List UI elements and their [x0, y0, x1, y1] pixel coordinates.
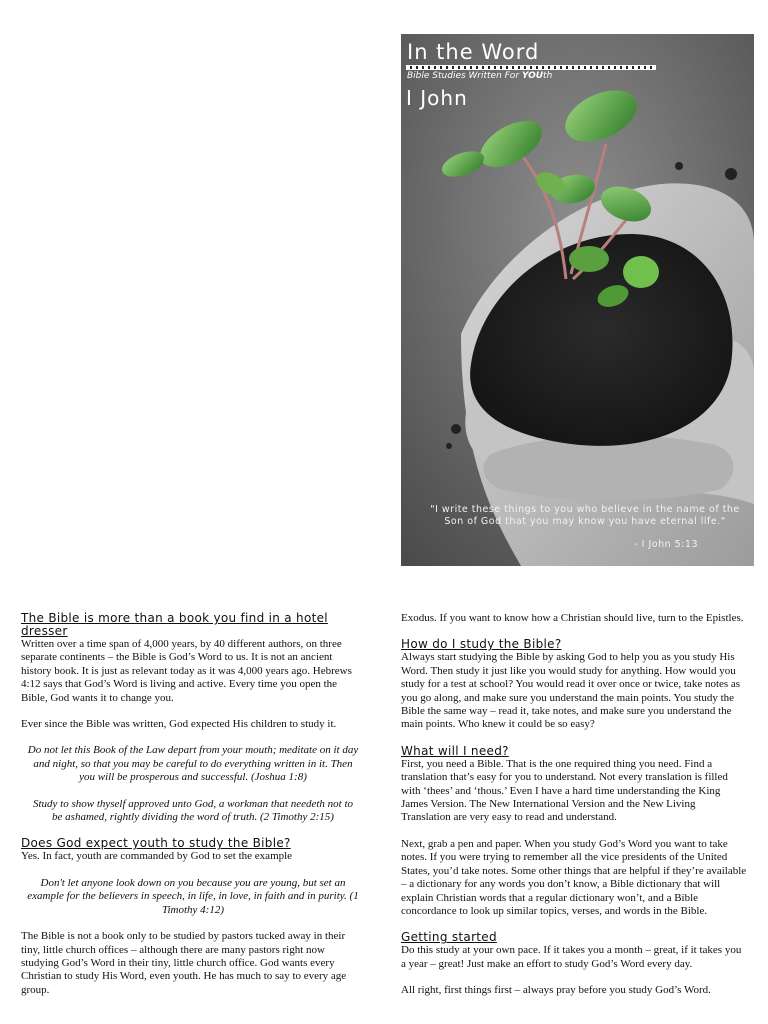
paragraph-not-only-pastors: The Bible is not a book only to be studied by pastors tucked away in their tiny, little church offices – although there are many pastors right now studying God’s Word in their tiny, little church office. God wants every Christian to study His Word, even youth. He has much to say to every age group.: [21, 930, 347, 996]
cover-image: [401, 34, 754, 566]
left-column: [21, 612, 365, 1010]
cover-quote-reference: - I John 5:13: [634, 539, 698, 550]
paragraph-study-expected: Ever since the Bible was written, God expected His children to study it.: [21, 718, 337, 731]
paragraph-pen-paper: Next, grab a pen and paper. When you study God’s Word you want to take notes. If you were trying to remember all the vice presidents of the United States, you’d take notes. Some other things that are helpful if they’re available – a dictionary for any words you don’t know, a Bible dictionary that will explain Christian words that a regular dictionary won’t, and a Bible concordance to look up similar topics, verses, and words in the Bible.: [401, 837, 747, 917]
cover-photo-hand-seedling: [401, 34, 754, 566]
heading-youth-study: Does God expect youth to study the Bible?: [21, 836, 291, 851]
quote-joshua: Do not let this Book of the Law depart from your mouth; meditate on it day and night, so that you may be careful to do everything written in it. Then you will be prosperous and successful. (Joshua 1:8): [27, 744, 359, 784]
cover-book-title: I John: [406, 86, 468, 110]
cover-quote: "I write these things to you who believe in the name of the Son of God that you may know you have eternal life.": [430, 504, 740, 527]
quote-1-timothy: Don't let anyone look down on you because you are young, but set an example for the believers in speech, in life, in love, in faith and in purity. (1 Timothy 4:12): [27, 876, 359, 916]
heading-bible-more-than-book: The Bible is more than a book you find in a hotel dresser: [21, 611, 328, 638]
paragraph-need-bible: First, you need a Bible. That is the one required thing you need. Find a translation that’s easy for you to understand. Not every translation is filled with ‘thees’ and ‘thous.’ Even I have a hard time understanding the King James Version. The New International Version and the New Living Translation are very easy to read and understand.: [401, 757, 728, 824]
quote-2-timothy: Study to show thyself approved unto God, a workman that needeth not to be ashamed, rightly dividing the word of truth. (2 Timothy 2:15): [32, 797, 354, 824]
heading-getting-started: Getting started: [401, 930, 497, 945]
heading-how-to-study: How do I study the Bible?: [401, 637, 562, 652]
cover-subtitle-prefix: Bible Studies Written For: [407, 71, 522, 81]
paragraph-exodus: Exodus. If you want to know how a Christian should live, turn to the Epistles.: [401, 612, 744, 624]
cover-subtitle-emphasis: YOU: [521, 71, 544, 81]
cover-divider: [406, 65, 656, 70]
cover-subtitle-suffix: th: [543, 71, 553, 81]
heading-what-need: What will I need?: [401, 743, 509, 758]
cover-subtitle: [407, 71, 552, 81]
paragraph-pray-first: All right, first things first – always pray before you study God’s Word.: [401, 984, 711, 997]
paragraph-how-to-study: Always start studying the Bible by asking God to help you as you study His Word. Then study it just like you would study for anything. How would you study for a test at school? You would read it over once or twice, take notes as you go along, and make sure you understand the main points. You study the Bible the same way – read it, take notes, and make sure you understand the main points. Who knew it could be so easy?: [401, 651, 741, 731]
cover-title: In the Word: [407, 40, 540, 64]
right-column: [401, 612, 747, 1022]
paragraph-bible-intro: Written over a time span of 4,000 years, by 40 different authors, on three separate continents – the Bible is God’s Word to us. It is not an ancient history book. It is just as relevant today as it was 4,000 years ago. Hebrews 4:12 says that God’s Word is living and active. Every time you open the Bible, God wants it to change you.: [21, 638, 352, 704]
paragraph-youth-example: Yes. In fact, youth are commanded by God to set the example: [21, 850, 293, 863]
paragraph-own-pace: Do this study at your own pace. If it takes you a month – great, if it takes you a year – great! Just make an effort to study God’s Word every day.: [401, 944, 742, 970]
